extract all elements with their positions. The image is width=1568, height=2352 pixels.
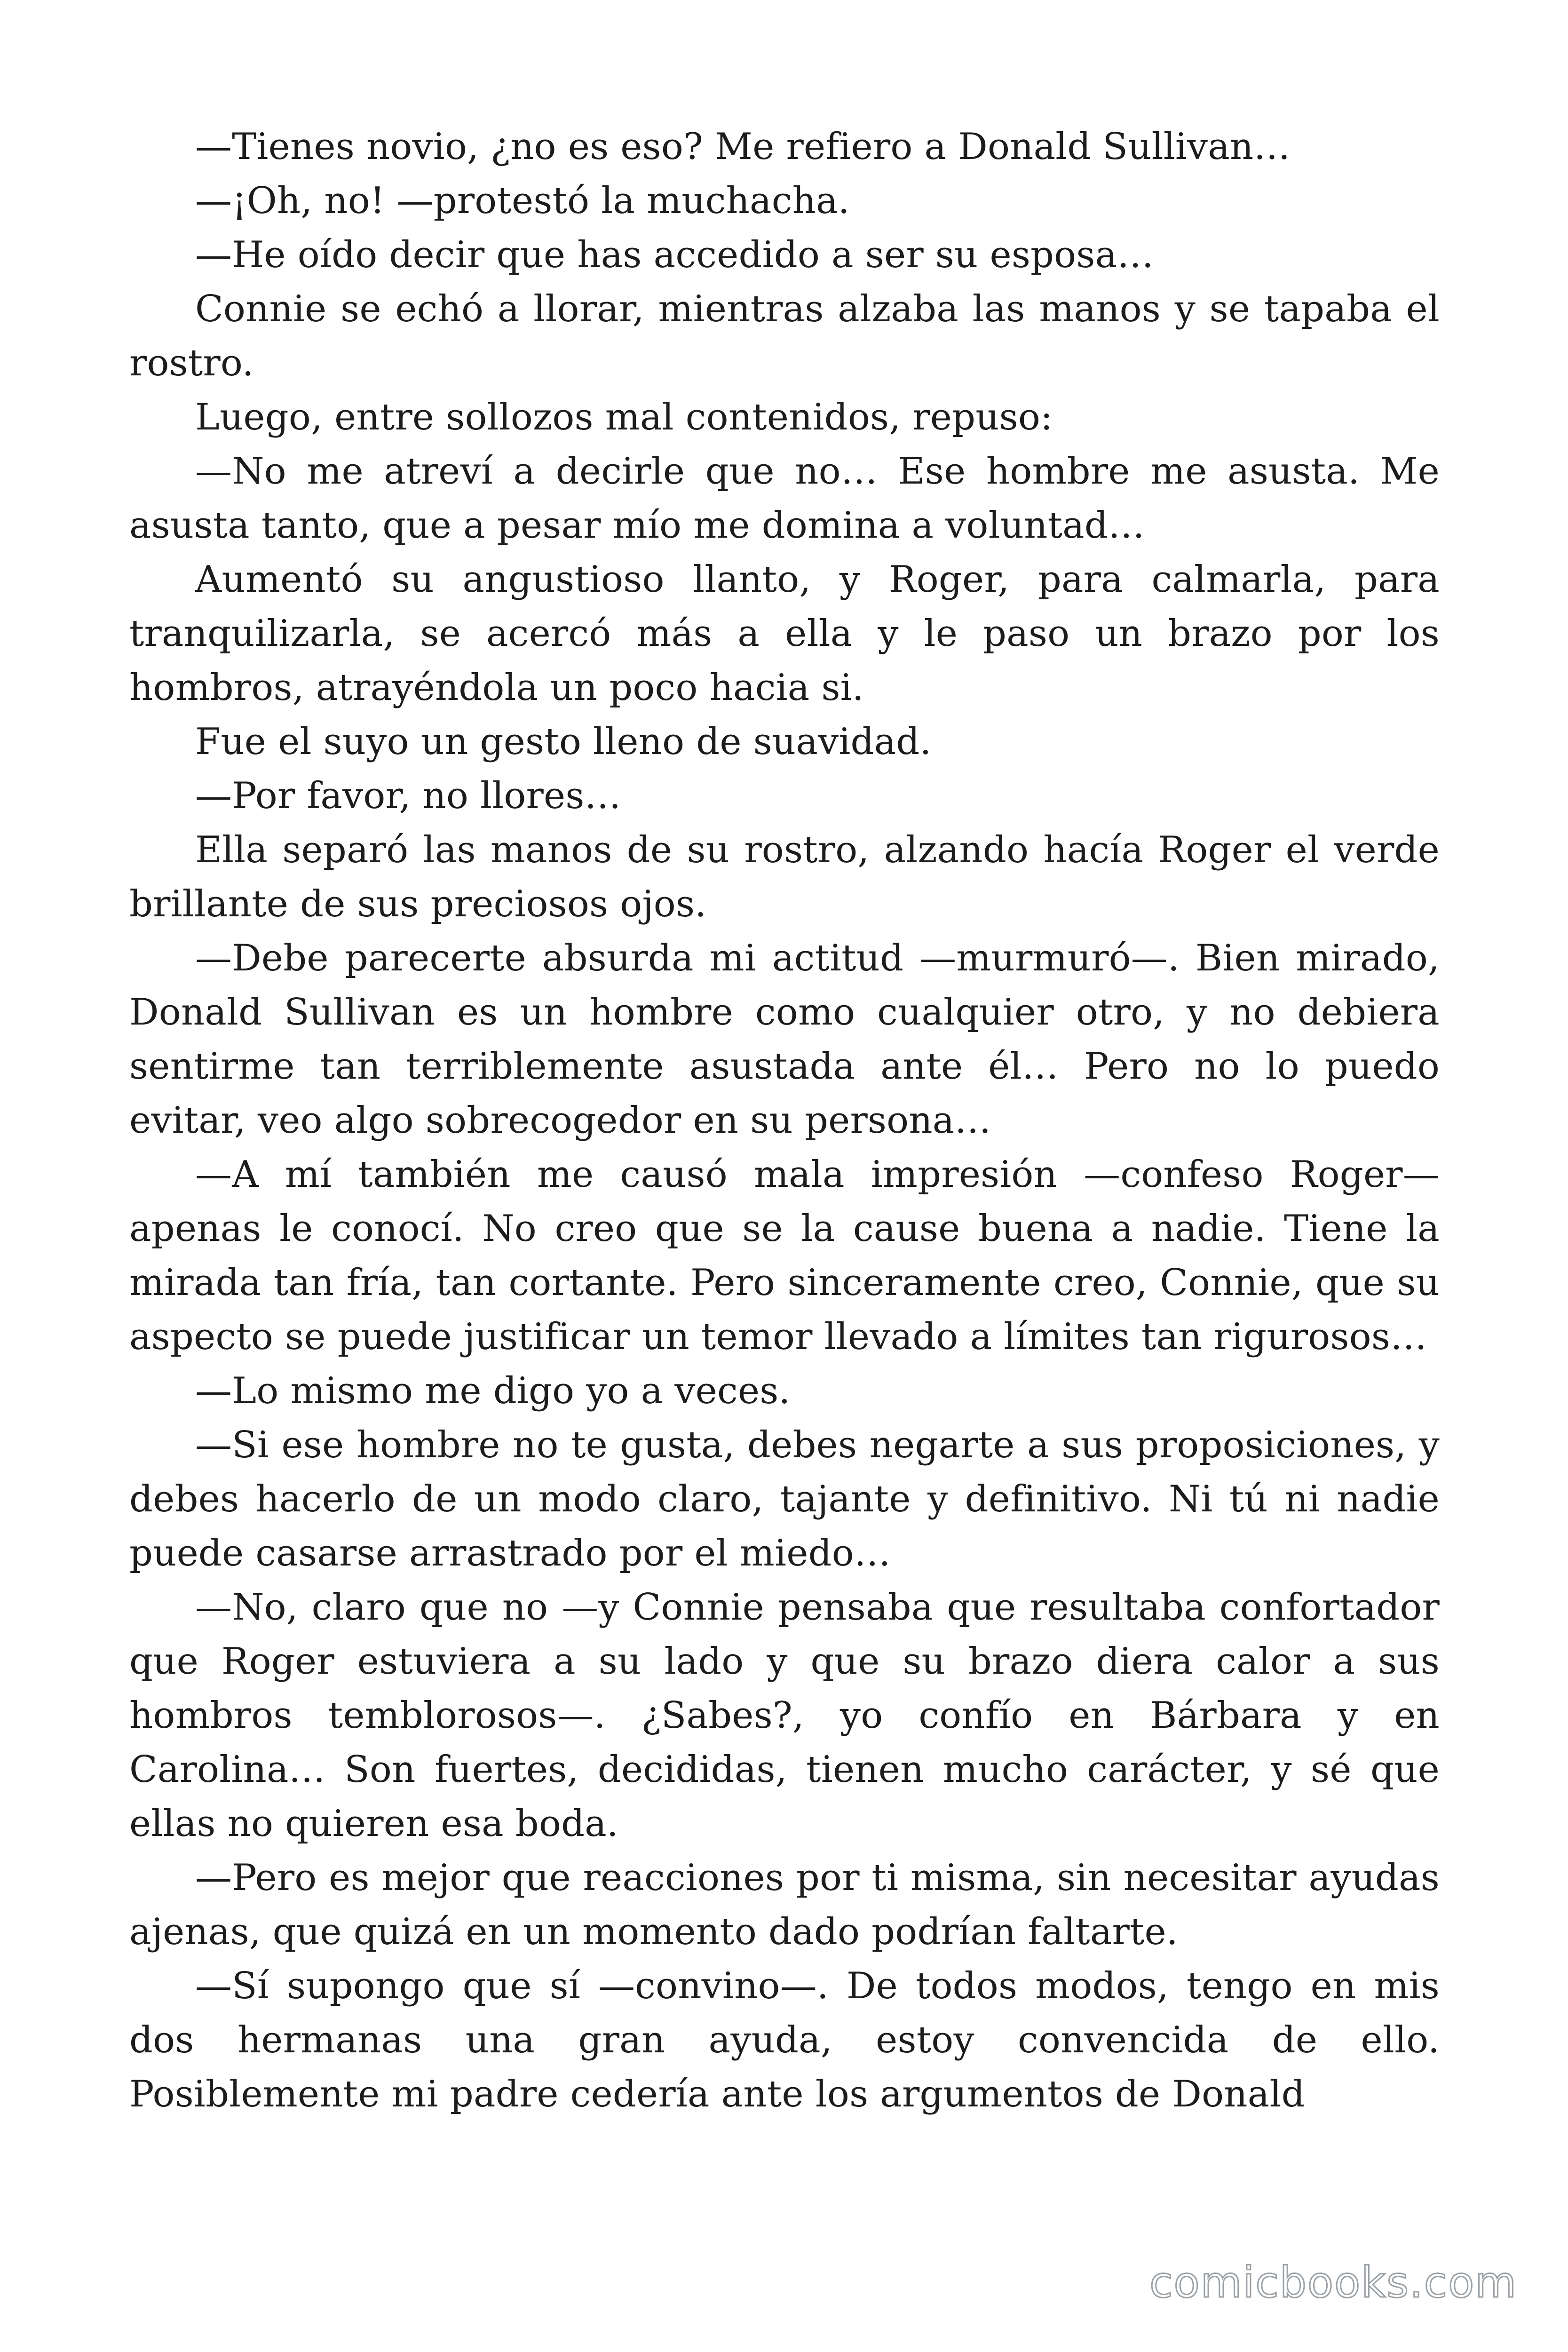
paragraph: Connie se echó a llorar, mientras alzaba las manos y se tapaba el rostro. <box>129 288 1440 384</box>
paragraph: —He oído decir que has accedido a ser su esposa… <box>195 234 1154 276</box>
paragraph: Luego, entre sollozos mal contenidos, repuso: <box>195 396 1053 438</box>
paragraph: Aumentó su angustioso llanto, y Roger, para calmarla, para tranquilizarla, se acercó más a ella y le paso un brazo por los hombros, atrayéndola un poco hacia si. <box>129 558 1440 709</box>
paragraph: Ella separó las manos de su rostro, alzando hacía Roger el verde brillante de sus preciosos ojos. <box>129 829 1440 925</box>
book-page <box>129 120 1440 2122</box>
paragraph: —No me atreví a decirle que no… Ese hombre me asusta. Me asusta tanto, que a pesar mío me domina a voluntad… <box>129 450 1440 547</box>
paragraph: —Si ese hombre no te gusta, debes negarte a sus proposiciones, y debes hacerlo de un modo claro, tajante y definitivo. Ni tú ni nadie puede casarse arrastrado por el miedo… <box>129 1424 1440 1574</box>
paragraph: Fue el suyo un gesto lleno de suavidad. <box>195 721 932 763</box>
paragraph: —No, claro que no —y Connie pensaba que resultaba confortador que Roger estuviera a su lado y que su brazo diera calor a sus hombros temblorosos—. ¿Sabes?, yo confío en Bárbara y en Carolina… Son fuertes, decididas, tienen mucho carácter, y sé que ellas no quieren esa boda. <box>129 1586 1440 1845</box>
paragraph: —¡Oh, no! —protestó la muchacha. <box>195 180 850 222</box>
watermark: comicbooks.com <box>1149 2258 1517 2307</box>
paragraph: —A mí también me causó mala impresión —confeso Roger— apenas le conocí. No creo que se la cause buena a nadie. Tiene la mirada tan fría, tan cortante. Pero sinceramente creo, Connie, que su aspecto se puede justificar un temor llevado a límites tan rigurosos… <box>129 1153 1440 1358</box>
paragraph: —Pero es mejor que reacciones por ti misma, sin necesitar ayudas ajenas, que quizá en un momento dado podrían faltarte. <box>129 1857 1440 1953</box>
paragraph: —Sí supongo que sí —convino—. De todos modos, tengo en mis dos hermanas una gran ayuda, estoy convencida de ello. Posiblemente mi padre cedería ante los argumentos de Donald <box>129 1965 1440 2115</box>
paragraph: —Por favor, no llores… <box>195 775 621 817</box>
paragraph: —Debe parecerte absurda mi actitud —murmuró—. Bien mirado, Donald Sullivan es un hombre como cualquier otro, y no debiera sentirme tan terriblemente asustada ante él… Pero no lo puedo evitar, veo algo sobrecogedor en su persona… <box>129 937 1440 1142</box>
paragraph: —Lo mismo me digo yo a veces. <box>195 1370 791 1412</box>
paragraph: —Tienes novio, ¿no es eso? Me refiero a Donald Sullivan… <box>195 126 1291 168</box>
